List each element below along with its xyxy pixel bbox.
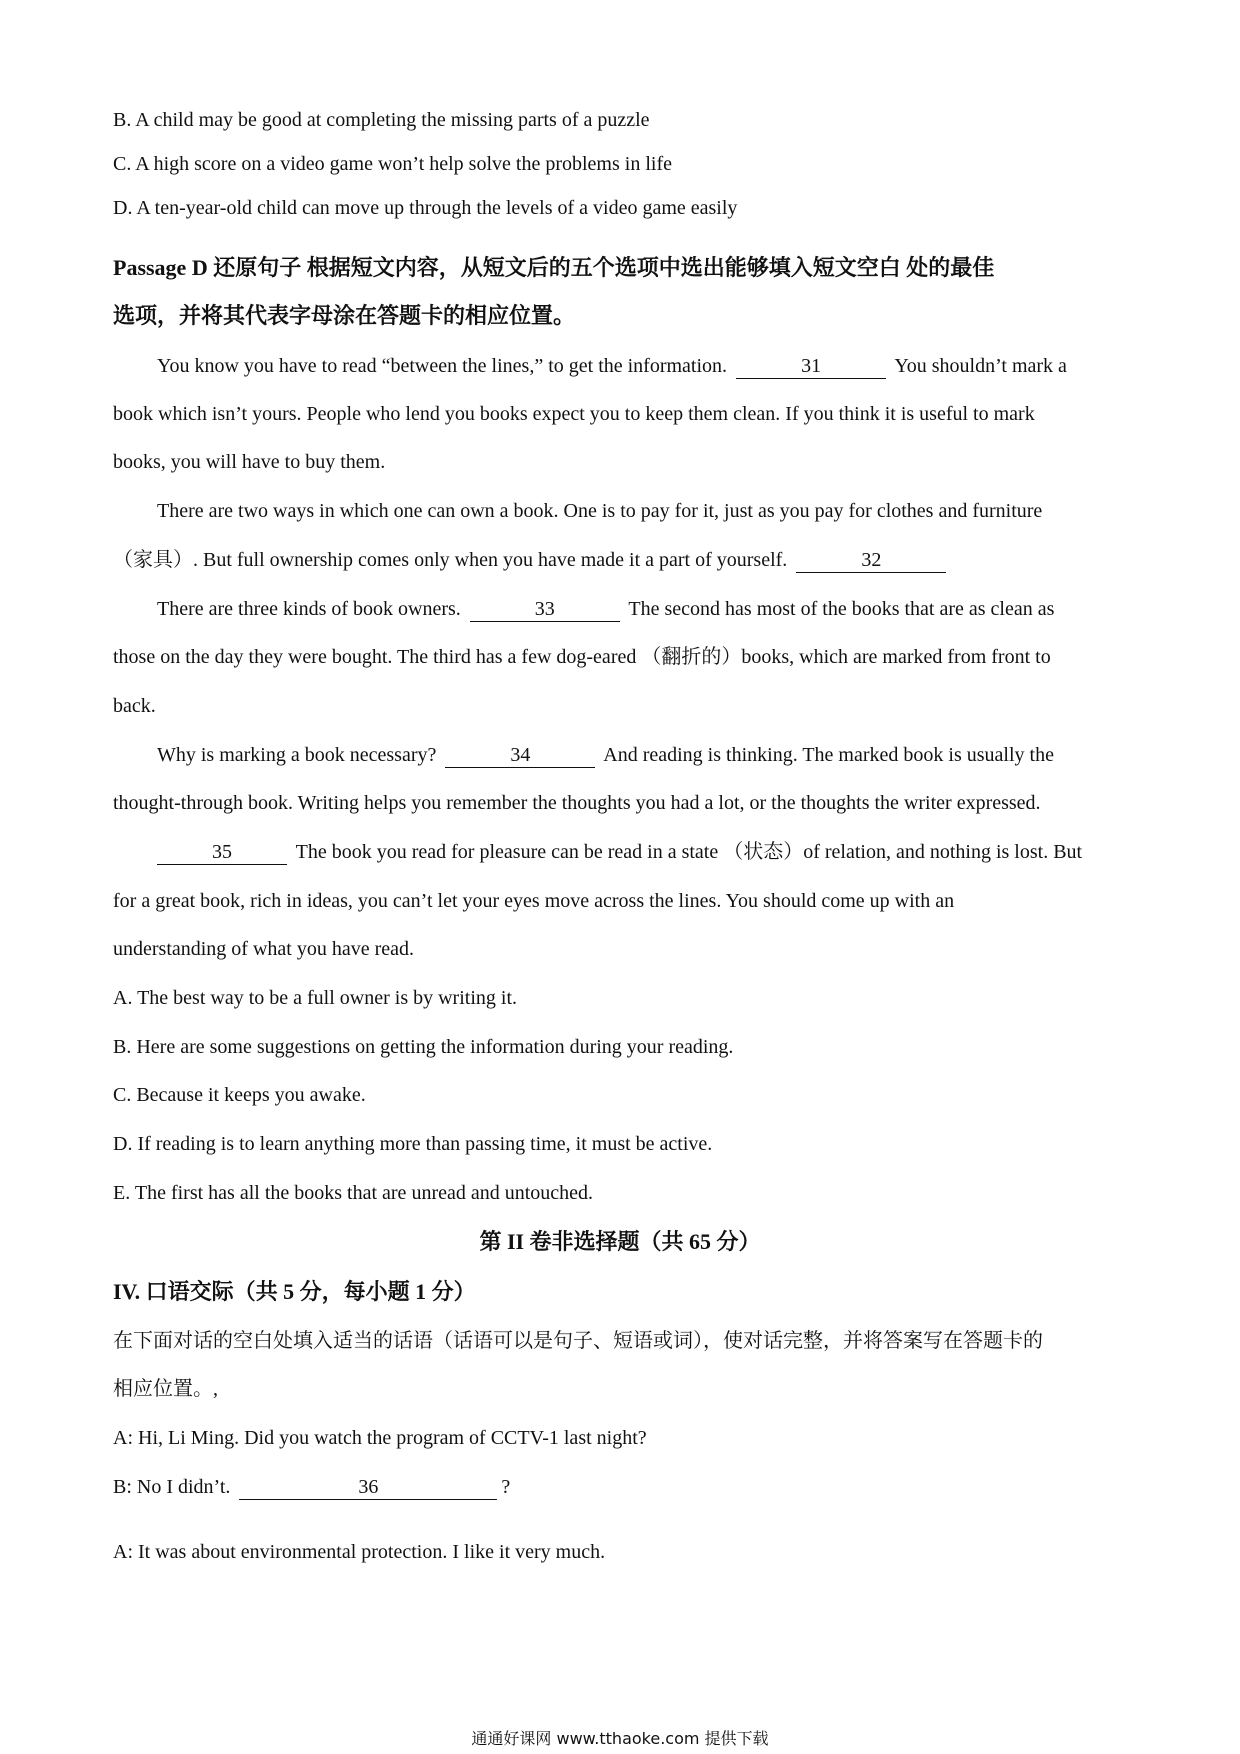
dialogue-a1: A: Hi, Li Ming. Did you watch the program of CCTV-1 last night? bbox=[113, 1427, 647, 1449]
passage-d-heading-line1: Passage D 还原句子 根据短文内容，从短文后的五个选项中选出能够填入短文空白 处的最佳 bbox=[113, 255, 995, 280]
section-iv-heading: IV. 口语交际（共 5 分，每小题 1 分） bbox=[113, 1279, 476, 1304]
paragraph-3-line2: those on the day they were bought. The third has a few dog-eared （翻折的）books, which are marked from front to bbox=[113, 646, 1051, 668]
paragraph-5-line3: understanding of what you have read. bbox=[113, 938, 415, 960]
paragraph-3-line3: back. bbox=[113, 695, 156, 717]
blank-35[interactable]: 35 bbox=[157, 840, 287, 865]
blank-33[interactable]: 33 bbox=[470, 597, 620, 622]
instructions-line2: 相应位置。, bbox=[113, 1378, 218, 1400]
option-b: B. Here are some suggestions on getting the information during your reading. bbox=[113, 1036, 734, 1058]
option-c-prev: C. A high score on a video game won’t help solve the problems in life bbox=[113, 153, 672, 175]
paragraph-2-line1: There are two ways in which one can own a book. One is to pay for it, just as you pay for clothes and furniture bbox=[157, 500, 1043, 522]
option-e: E. The first has all the books that are unread and untouched. bbox=[113, 1182, 594, 1204]
option-d-prev: D. A ten-year-old child can move up through the levels of a video game easily bbox=[113, 197, 738, 219]
dialogue-a2: A: It was about environmental protection. I like it very much. bbox=[113, 1541, 606, 1563]
dialogue-b1: B: No I didn’t. 36 ? bbox=[113, 1476, 511, 1498]
paragraph-1-line1: You know you have to read “between the lines,” to get the information. 31 You shouldn’t mark a bbox=[157, 355, 1067, 377]
paragraph-5-line2: for a great book, rich in ideas, you can’t let your eyes move across the lines. You should come up with an bbox=[113, 890, 955, 912]
footer-source: 通通好课网 www.tthaoke.com 提供下载 bbox=[471, 1729, 769, 1748]
part-2-title: 第 II 卷非选择题（共 65 分） bbox=[479, 1229, 761, 1254]
option-c: C. Because it keeps you awake. bbox=[113, 1084, 366, 1106]
option-b-prev: B. A child may be good at completing the missing parts of a puzzle bbox=[113, 109, 650, 131]
paragraph-1-line3: books, you will have to buy them. bbox=[113, 451, 386, 473]
paragraph-4-line2: thought-through book. Writing helps you remember the thoughts you had a lot, or the thoughts the writer expressed. bbox=[113, 792, 1041, 814]
paragraph-4-line1: Why is marking a book necessary? 34 And reading is thinking. The marked book is usually the bbox=[157, 744, 1054, 766]
paragraph-3-line1: There are three kinds of book owners. 33 The second has most of the books that are as clean as bbox=[157, 598, 1055, 620]
blank-36[interactable]: 36 bbox=[239, 1475, 497, 1500]
blank-31[interactable]: 31 bbox=[736, 354, 886, 379]
option-a: A. The best way to be a full owner is by writing it. bbox=[113, 987, 518, 1009]
paragraph-1-line2: book which isn’t yours. People who lend you books expect you to keep them clean. If you think it is useful to mark bbox=[113, 403, 1035, 425]
blank-34[interactable]: 34 bbox=[445, 743, 595, 768]
option-d: D. If reading is to learn anything more than passing time, it must be active. bbox=[113, 1133, 713, 1155]
paragraph-5-line1: 35 The book you read for pleasure can be read in a state （状态）of relation, and nothing is lost. But bbox=[153, 838, 1173, 866]
instructions-line1: 在下面对话的空白处填入适当的话语（话语可以是句子、短语或词），使对话完整，并将答案写在答题卡的 bbox=[113, 1330, 1043, 1352]
blank-32[interactable]: 32 bbox=[796, 548, 946, 573]
passage-d-heading-line2: 选项，并将其代表字母涂在答题卡的相应位置。 bbox=[113, 303, 576, 328]
paragraph-2-line2: （家具）. But full ownership comes only when you have made it a part of yourself. 32 bbox=[113, 546, 1133, 574]
